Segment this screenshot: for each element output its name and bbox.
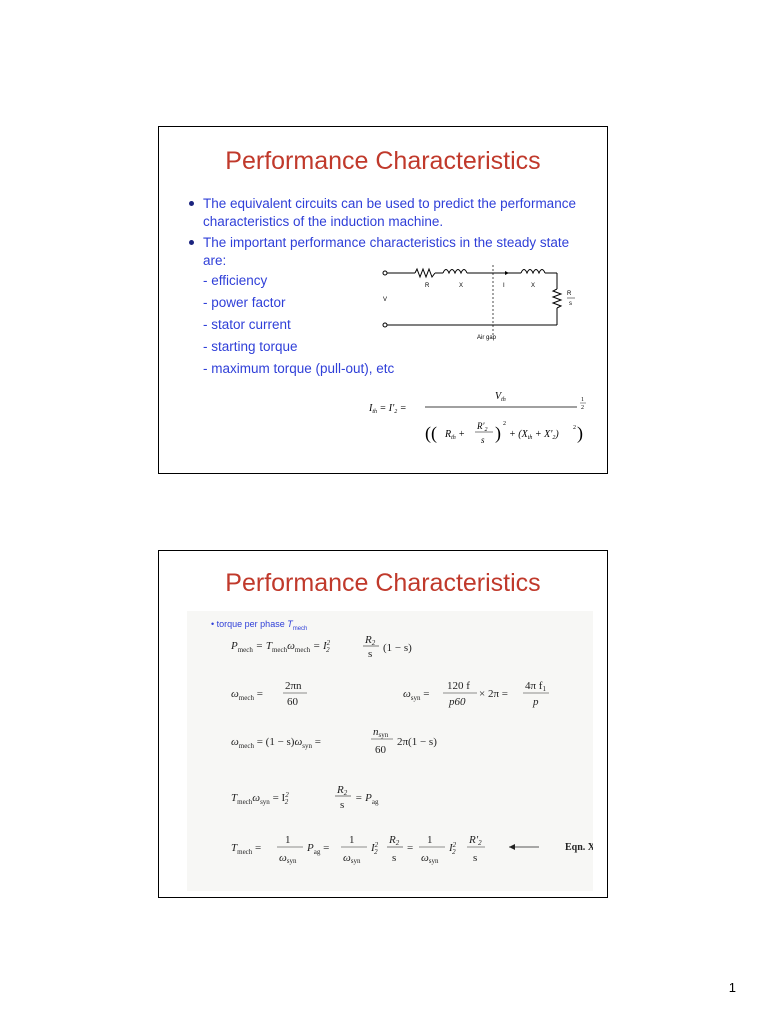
r2-label: R: [567, 291, 572, 297]
svg-text:2πn: 2πn: [285, 680, 302, 692]
equation-label: Eqn. X: [565, 842, 593, 853]
svg-text:R2: R2: [337, 784, 348, 797]
svg-text:1: 1: [581, 397, 584, 403]
svg-text:ωsyn: ωsyn: [279, 852, 297, 865]
slide-1: [158, 126, 608, 474]
svg-text:ωsyn: ωsyn: [421, 852, 439, 865]
svg-text:2π(1 − s): 2π(1 − s): [397, 736, 437, 748]
svg-text:Tmech =: $T_{mech}$ =: [231, 842, 262, 856]
s-label: s: [569, 301, 572, 307]
svg-text:ωsyn =: $\omega_{syn}$ =: [403, 688, 430, 702]
x2-label: X: [531, 283, 536, 289]
torque-per-phase-label: [211, 619, 307, 632]
slide-2: [158, 550, 608, 898]
svg-text:120 f: 120 f: [447, 680, 470, 692]
svg-text:2: 2: [573, 425, 576, 431]
equivalent-circuit-diagram: [381, 263, 591, 349]
torque-equations: [187, 611, 593, 891]
svg-text:s: s: [368, 648, 373, 660]
bullet-text: The important performance characteristics in the steady state are:: [203, 235, 570, 268]
slide-title: Performance Characteristics: [225, 569, 541, 597]
svg-text:I22: $I^2$ 2: [371, 841, 379, 856]
svg-text:I22: $I^2$ 2: [449, 841, 457, 856]
equations-image: [187, 611, 593, 891]
torque-subscript: mech: [292, 625, 308, 632]
svg-text:Vth: $V_{th}$: [495, 391, 506, 403]
vth-label: V: [383, 297, 388, 303]
svg-text:60: 60: [287, 696, 298, 708]
svg-text:(1 − s): (1 − s): [383, 642, 412, 654]
rth-label: R: [425, 283, 430, 289]
svg-text:R'2: R'2: [469, 834, 482, 847]
svg-text:ωsyn: ωsyn: [343, 852, 361, 865]
svg-text:= Pag: = $P_{ag}$: [355, 792, 379, 806]
svg-text:s: s: [392, 852, 397, 864]
svg-text:): ): [577, 423, 583, 443]
page-number: 1: [728, 980, 736, 995]
svg-text:1: 1: [285, 834, 291, 846]
svg-text:4π f1: 4π f1: [525, 680, 546, 693]
characteristic-item: - maximum torque (pull-out), etc: [203, 361, 395, 376]
svg-text:p: p: [533, 696, 539, 708]
characteristic-item: - starting torque: [203, 339, 298, 354]
svg-text:s: s: [340, 799, 345, 811]
svg-text:Rth +: $R_{th}$ +: [445, 429, 466, 441]
svg-text:ωmech = (1 − s)ωsyn =: $\omega_{mech} = (1 - s)\omega_{syn}$ =: [231, 736, 321, 750]
svg-text:R2: R2: [365, 634, 376, 647]
characteristic-item: - stator current: [203, 317, 291, 332]
svg-text:Ith = I'2 =: $I_{th} = I'_2$ =: [369, 403, 407, 415]
bullet-dot-icon: [189, 240, 194, 245]
svg-text:nsyn: nsyn: [373, 726, 389, 739]
svg-text:s: s: [481, 435, 485, 445]
torque-label-text: • torque per phase: [211, 619, 285, 629]
svg-text:ωmech =: $\omega_{mech}$ =: [231, 688, 263, 702]
svg-text:Pmech = Tmechωmech = I22: $P_{mech} = T_{mech}\omega_{mech} = I^2$ 2: [231, 639, 331, 654]
svg-text:Pag =: $P_{ag}$ =: [307, 842, 330, 856]
svg-text:+ (Xth + X'2): + $(X_{th} + X'_2)$: [509, 429, 559, 441]
svg-text:p60: p60: [449, 696, 466, 708]
characteristic-item: - power factor: [203, 295, 286, 310]
bullet-text: The equivalent circuits can be used to predict the performance characteristics of the induction machine.: [203, 196, 576, 229]
bullet-item: [187, 195, 577, 231]
bullet-dot-icon: [189, 201, 194, 206]
svg-text:): ): [495, 423, 501, 443]
torque-symbol: T: [287, 619, 293, 629]
svg-text:((: ((: [425, 423, 437, 443]
i2-label: I: [503, 283, 505, 289]
current-formula: [367, 385, 597, 465]
air-gap-label: Air gap: [477, 335, 497, 341]
slide-title: Performance Characteristics: [225, 147, 541, 175]
svg-text:s: s: [473, 852, 478, 864]
svg-text:1: 1: [427, 834, 433, 846]
xth-label: X: [459, 283, 464, 289]
svg-text:R2: R2: [389, 834, 400, 847]
characteristic-item: - efficiency: [203, 273, 268, 288]
svg-text:R'2: $R'_2$: [477, 421, 488, 433]
svg-text:× 2π =: × 2π =: [479, 688, 508, 700]
svg-text:=: =: [407, 842, 414, 854]
svg-text:Tmechωsyn = I22: $T_{mech}\omega_{syn} = I^2$ 2: [231, 791, 289, 806]
svg-text:1: 1: [349, 834, 355, 846]
svg-text:60: 60: [375, 744, 386, 756]
svg-text:2: 2: [581, 405, 584, 411]
svg-text:2: 2: [503, 421, 506, 427]
